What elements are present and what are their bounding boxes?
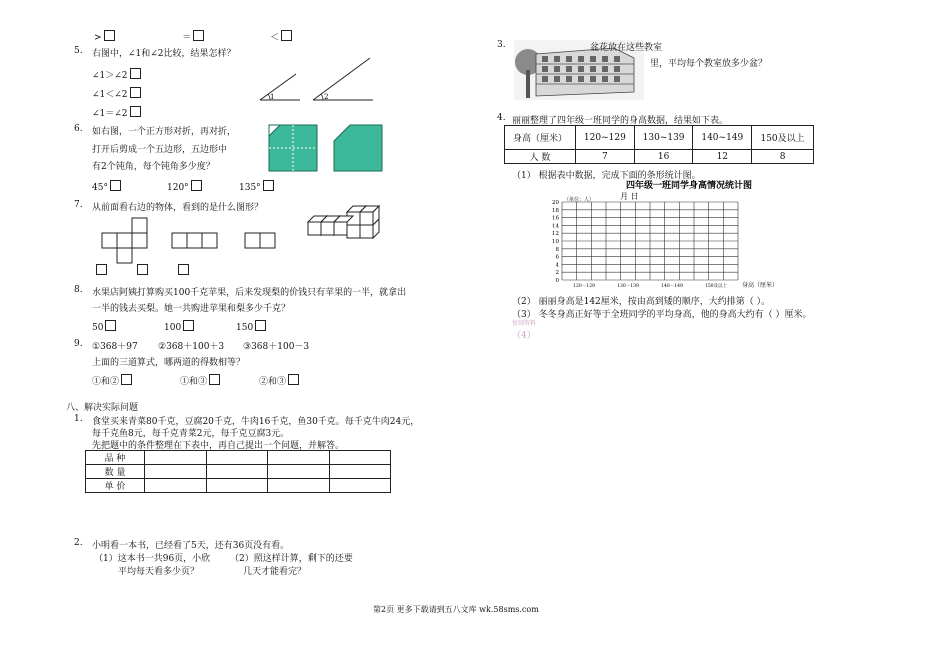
table-cell[interactable]	[145, 479, 207, 493]
table-cell[interactable]	[268, 479, 330, 493]
conditions-table	[85, 450, 391, 493]
p1-line: 先把题中的条件整理在下表中，再自己提出一个问题，并解答。	[92, 441, 345, 451]
table-cell[interactable]	[268, 451, 330, 465]
answer-box[interactable]	[191, 180, 202, 191]
q8-line: 一半的钱去买梨。她一共购进苹果和梨多少千克？	[92, 304, 291, 314]
table-cell[interactable]	[145, 465, 207, 479]
q9-number: 9.	[74, 339, 83, 349]
answer-box[interactable]	[130, 106, 141, 117]
y-tick-label: 10	[552, 239, 559, 245]
q4-sub4: （4）	[512, 331, 536, 341]
count-cell: 8	[752, 150, 814, 164]
angle-diagram	[258, 58, 378, 104]
answer-box[interactable]	[96, 264, 107, 275]
q9-formula: ①368＋97	[92, 342, 138, 352]
q9-formula: ③368＋100－3	[243, 342, 310, 352]
q9-option	[92, 374, 132, 387]
y-tick-label: 14	[552, 223, 559, 230]
folded-square-diagram	[268, 124, 388, 174]
q3-question: 里，平均每个教室放多少盆？	[650, 59, 768, 69]
row-header: 数 量	[86, 465, 145, 479]
answer-box[interactable]	[130, 87, 141, 98]
answer-box[interactable]	[130, 68, 141, 79]
range-cell: 120~129	[576, 126, 635, 150]
q3-overlay-text: 盆花放在这些教室	[590, 43, 663, 53]
header-cell: 身高（厘米）	[505, 126, 576, 150]
table-cell[interactable]	[329, 479, 391, 493]
q7-question: 从前面看右边的物体，看到的是什么图形？	[92, 203, 264, 213]
q9-formula: ②368＋100＋3	[158, 342, 225, 352]
answer-box[interactable]	[255, 320, 266, 331]
q5-option	[92, 87, 141, 100]
y-tick-label: 16	[552, 215, 559, 222]
q6-option	[239, 180, 274, 193]
range-cell: 130~139	[634, 126, 693, 150]
answer-box[interactable]	[281, 30, 292, 41]
q8-line: 水果店阿姨打算购买100千克苹果，后来发现梨的价钱只有苹果的一半，就拿出	[92, 288, 407, 298]
table-cell[interactable]	[145, 451, 207, 465]
section-title: 八、解决实际问题	[66, 403, 139, 413]
range-cell: 150及以上	[752, 126, 814, 150]
table-cell[interactable]	[268, 465, 330, 479]
q4-question: 丽丽整理了四年级一班同学的身高数据，结果如下表。	[512, 116, 729, 126]
faint-watermark: 复制资料	[512, 320, 537, 327]
option-label: 135°	[239, 183, 261, 193]
x-tick-label: 140－149	[661, 284, 683, 289]
q8-option	[92, 320, 116, 333]
q5-option	[92, 106, 141, 119]
q8-option	[236, 320, 266, 333]
q4-sub1: （1） 根据表中数据，完成下面的条形统计图。	[512, 171, 701, 181]
p2-sub2-cont: 几天才能看完？	[243, 567, 307, 577]
answer-box[interactable]	[104, 30, 115, 41]
q8-number: 8.	[74, 285, 83, 295]
q9-option	[180, 374, 220, 387]
count-cell: 16	[634, 150, 693, 164]
option-label: ①和③	[180, 377, 208, 387]
range-cell: 140~149	[693, 126, 752, 150]
y-tick-label: 2	[555, 270, 559, 277]
p2-number: 2.	[74, 538, 83, 548]
answer-box[interactable]	[193, 30, 204, 41]
q6-line: 打开后剪成一个五边形，五边形中	[92, 145, 228, 155]
q6-line: 有2个钝角，每个钝角多少度？	[92, 162, 215, 172]
q4-compare-row	[94, 30, 292, 43]
angle-2-label: 2	[324, 93, 329, 101]
table-cell[interactable]	[329, 465, 391, 479]
x-tick-label: 130－139	[617, 284, 639, 289]
p2-sub1: （1）这本书一共96页，小欣	[94, 554, 211, 564]
answer-box[interactable]	[183, 320, 194, 331]
row-header: 单 价	[86, 479, 145, 493]
p1-number: 1.	[74, 414, 83, 424]
table-row	[86, 451, 391, 465]
y-tick-label: 20	[552, 200, 559, 206]
table-row	[505, 150, 814, 164]
compare-symbol: ＝	[182, 33, 192, 43]
answer-box[interactable]	[178, 264, 189, 275]
table-row	[86, 465, 391, 479]
q5-number: 5.	[74, 46, 83, 56]
answer-box[interactable]	[110, 180, 121, 191]
option-label: ∠1＝∠2	[92, 109, 128, 119]
answer-box[interactable]	[121, 374, 132, 385]
p2-sub2: （2）照这样计算，剩下的还要	[230, 554, 353, 564]
q7-number: 7.	[74, 200, 83, 210]
y-tick-label: 0	[555, 278, 559, 284]
answer-box[interactable]	[209, 374, 220, 385]
count-cell: 12	[693, 150, 752, 164]
y-tick-label: 6	[555, 254, 559, 261]
option-label: ①和②	[92, 377, 120, 387]
q6-number: 6.	[74, 124, 83, 134]
table-cell[interactable]	[206, 451, 268, 465]
table-cell[interactable]	[206, 479, 268, 493]
x-tick-label: 120－129	[573, 284, 595, 289]
q6-option	[92, 180, 121, 193]
bar-chart	[530, 178, 790, 292]
q7-answer-boxes	[94, 264, 189, 277]
angle-1-label: 1	[270, 93, 275, 101]
p2-sub1-cont: 平均每天看多少页？	[118, 567, 200, 577]
x-axis-label: 身高（厘米）	[742, 282, 779, 289]
q5-question: 右图中，∠1和∠2比较，结果怎样？	[92, 49, 236, 59]
q5-option	[92, 68, 141, 81]
answer-box[interactable]	[263, 180, 274, 191]
chart-unit: （单位：人）	[564, 197, 595, 203]
option-label: 50	[92, 323, 104, 333]
row-header: 品 种	[86, 451, 145, 465]
y-tick-label: 12	[552, 231, 559, 238]
option-label: 120°	[167, 183, 189, 193]
chart-date: 月 日	[620, 192, 639, 201]
p1-line: 每千克鱼8元，每千克青菜2元，每千克豆腐3元。	[92, 429, 290, 439]
q4-number: 4.	[497, 113, 506, 123]
count-cell: 7	[576, 150, 635, 164]
q4-sub2: （2） 丽丽身高是142厘米，按由高到矮的顺序，大约排第（ ）。	[512, 297, 771, 307]
option-label: 45°	[92, 183, 108, 193]
option-label: 150	[236, 323, 254, 333]
q6-option	[167, 180, 202, 193]
y-tick-label: 4	[555, 262, 559, 269]
answer-box[interactable]	[288, 374, 299, 385]
answer-box[interactable]	[137, 264, 148, 275]
compare-symbol: ＜	[270, 33, 280, 43]
table-cell[interactable]	[206, 465, 268, 479]
answer-box[interactable]	[105, 320, 116, 331]
q9-option	[259, 374, 299, 387]
q8-option	[164, 320, 194, 333]
y-tick-label: 18	[552, 207, 559, 214]
option-label: ②和③	[259, 377, 287, 387]
q6-line: 如右图，一个正方形对折，再对折，	[92, 127, 237, 137]
p1-line: 食堂买来青菜80千克，豆腐20千克，牛肉16千克，鱼30千克。每千克牛肉24元，	[92, 417, 420, 427]
page-footer: 第2页 更多下载请到五八文库 wk.58sms.com	[373, 605, 539, 614]
q3-number: 3.	[497, 40, 506, 50]
option-label: ∠1＜∠2	[92, 90, 128, 100]
p2-line: 小明看一本书，已经看了5天，还有36页没有看。	[92, 541, 290, 551]
option-label: 100	[164, 323, 182, 333]
q9-question: 上面的三道算式，哪两道的得数相等？	[92, 358, 246, 368]
table-cell[interactable]	[329, 451, 391, 465]
option-label: ∠1＞∠2	[92, 71, 128, 81]
table-row	[505, 126, 814, 150]
height-table	[504, 125, 814, 164]
x-tick-label: 150及以上	[704, 284, 728, 289]
chart-title: 四年级一班同学身高情况统计图	[626, 181, 753, 191]
compare-symbol: >	[94, 33, 102, 43]
header-cell: 人 数	[505, 150, 576, 164]
y-tick-label: 8	[555, 246, 559, 253]
table-row	[86, 479, 391, 493]
q4-sub3: （3） 冬冬身高正好等于全班同学的平均身高，他的身高大约有（ ）厘米。	[512, 310, 812, 320]
